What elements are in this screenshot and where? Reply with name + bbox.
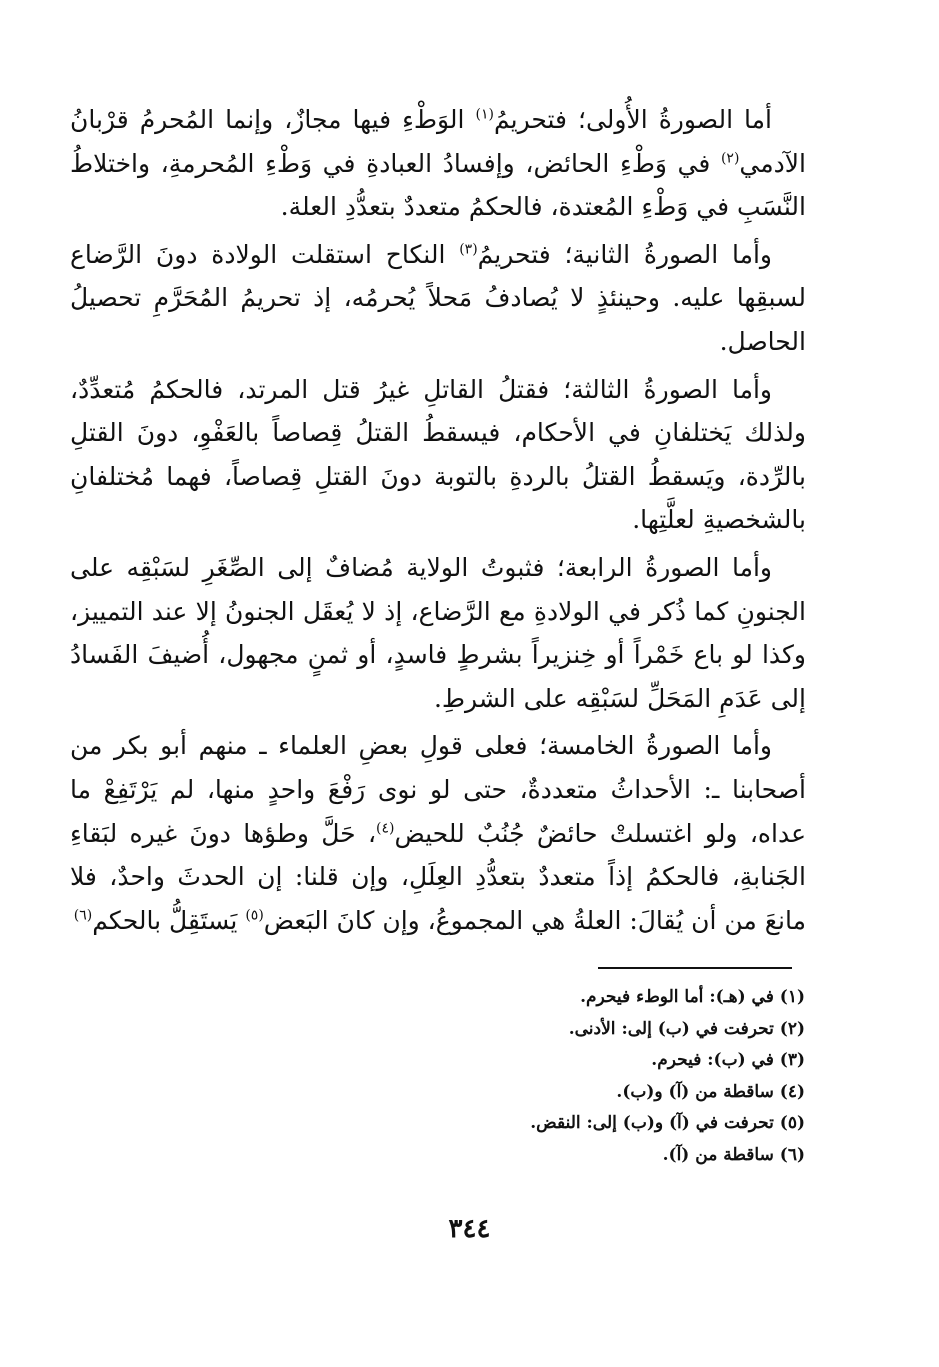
footnote-item: (٥) تحرفت في (آ) و(ب) إلى: النقض.	[530, 1113, 805, 1134]
paragraph-text: وأما الصورةُ الثانية؛ فتحريمُ	[477, 239, 773, 269]
paragraph-first-case	[70, 98, 806, 229]
paragraph-second-case	[70, 233, 806, 364]
footnote-ref-3: (٣)	[459, 241, 478, 258]
footnote-ref-1: (١)	[475, 106, 494, 123]
paragraph-text: وأما الصورةُ الرابعة؛ فثبوتُ الولاية مُضافٌ إلى الصِّغَرِ لسَبْقِه على الجنونِ كما ذُكر في الولادةِ مع الرَّضاع، إذ لا يُعقَل الجنونُ إلا عند التمييز، وكذا لو باع خَمْراً أو خِنزيراً بشرطٍ فاسدٍ، أو ثمنٍ مجهول، أُضيفَ الفَسادُ إلى عَدَمِ المَحَلِّ لسَبْقِه على الشرطِ.	[70, 552, 806, 713]
footnote-ref-4: (٤)	[376, 820, 395, 837]
footnote-item: (٦) ساقطة من (آ).	[662, 1144, 805, 1165]
paragraph-fourth-case	[70, 546, 806, 720]
main-text	[70, 98, 806, 946]
footnote-ref-2: (٢)	[720, 150, 740, 167]
footnote-separator	[598, 967, 792, 969]
paragraph-text: وأما الصورةُ الخامسة؛ فعلى قولِ بعضِ العلماء ـ منهم أبو بكر من أصحابنا ـ: الأحداثُ متعددةٌ، حتى لو نوى رَفْعَ واحدٍ منها، لم يَرْتَفِعْ ما عداه، ولو اغتسلتْ حائضٌ جُنُبٌ للحيض	[70, 731, 806, 848]
paragraph-third-case	[70, 368, 806, 542]
footnotes	[245, 982, 805, 1172]
paragraph-text: يَستَقِلُّ بالحكم	[92, 905, 246, 935]
paragraph-text: أما الصورةُ الأُولى؛ فتحريمُ	[493, 105, 773, 134]
footnote-item: (١) في (هـ): أما الوطء فيحرم.	[580, 987, 805, 1007]
footnote-item: (٣) في (ب): فيحرم.	[651, 1050, 805, 1071]
paragraph-text: الوَطْءِ فيها مجازٌ، وإنما المُحرمُ قرْبانُ الآدمي	[70, 105, 806, 178]
footnote-item: (٢) تحرفت في (ب) إلى: الأدنى.	[568, 1018, 805, 1039]
footnote-item: (٤) ساقطة من (آ) و(ب).	[616, 1081, 805, 1102]
footnote-ref-5: (٥)	[245, 907, 264, 924]
paragraph-fifth-case	[70, 724, 806, 942]
paragraph-text: وأما الصورةُ الثالثة؛ فقتلُ القاتلِ غيرُ قتل المرتد، فالحكمُ مُتعدِّدٌ، ولذلك يَختلفانِ في الأحكام، فيسقطُ القتلُ قِصاصاً بالعَفْوِ، دونَ القتلِ بالرِّدة، ويَسقطُ القتلُ بالردةِ بالتوبة دونَ القتلِ قِصاصاً، فهما مُختلفانِ بالشخصيةِ لعلَّتِها.	[70, 374, 806, 535]
footnote-ref-6: (٦)	[73, 907, 93, 924]
paragraph-text: في وَطْءِ الحائض، وإفسادُ العبادةِ في وَطْءِ المُحرمةِ، واختلاطُ النَّسَبِ في وَطْءِ المُعتدة، فالحكمُ متعددٌ بتعدُّدِ العلة.	[70, 148, 806, 222]
paragraph-text: ، حَلَّ وطؤها دونَ غيره لبَقاءِ الجَنابةِ، فالحكمُ إذاً متعددٌ بتعدُّدِ العِلَلِ، وإن قلنا: إن الحدثَ واحدٌ، فلا مانعَ من أن يُقالَ: العلةُ هي المجموعُ، وإن كانَ البَعض	[70, 818, 806, 935]
paragraph-text: النكاح استقلت الولادة دونَ الرَّضاع لسبقِها عليه. وحينئذٍ لا يُصادفُ مَحلاً يُحرمُه، إذ تحريمُ المُحَرَّمِ تحصيلُ الحاصل.	[70, 239, 806, 356]
page-number: ٣٤٤	[448, 1214, 491, 1244]
